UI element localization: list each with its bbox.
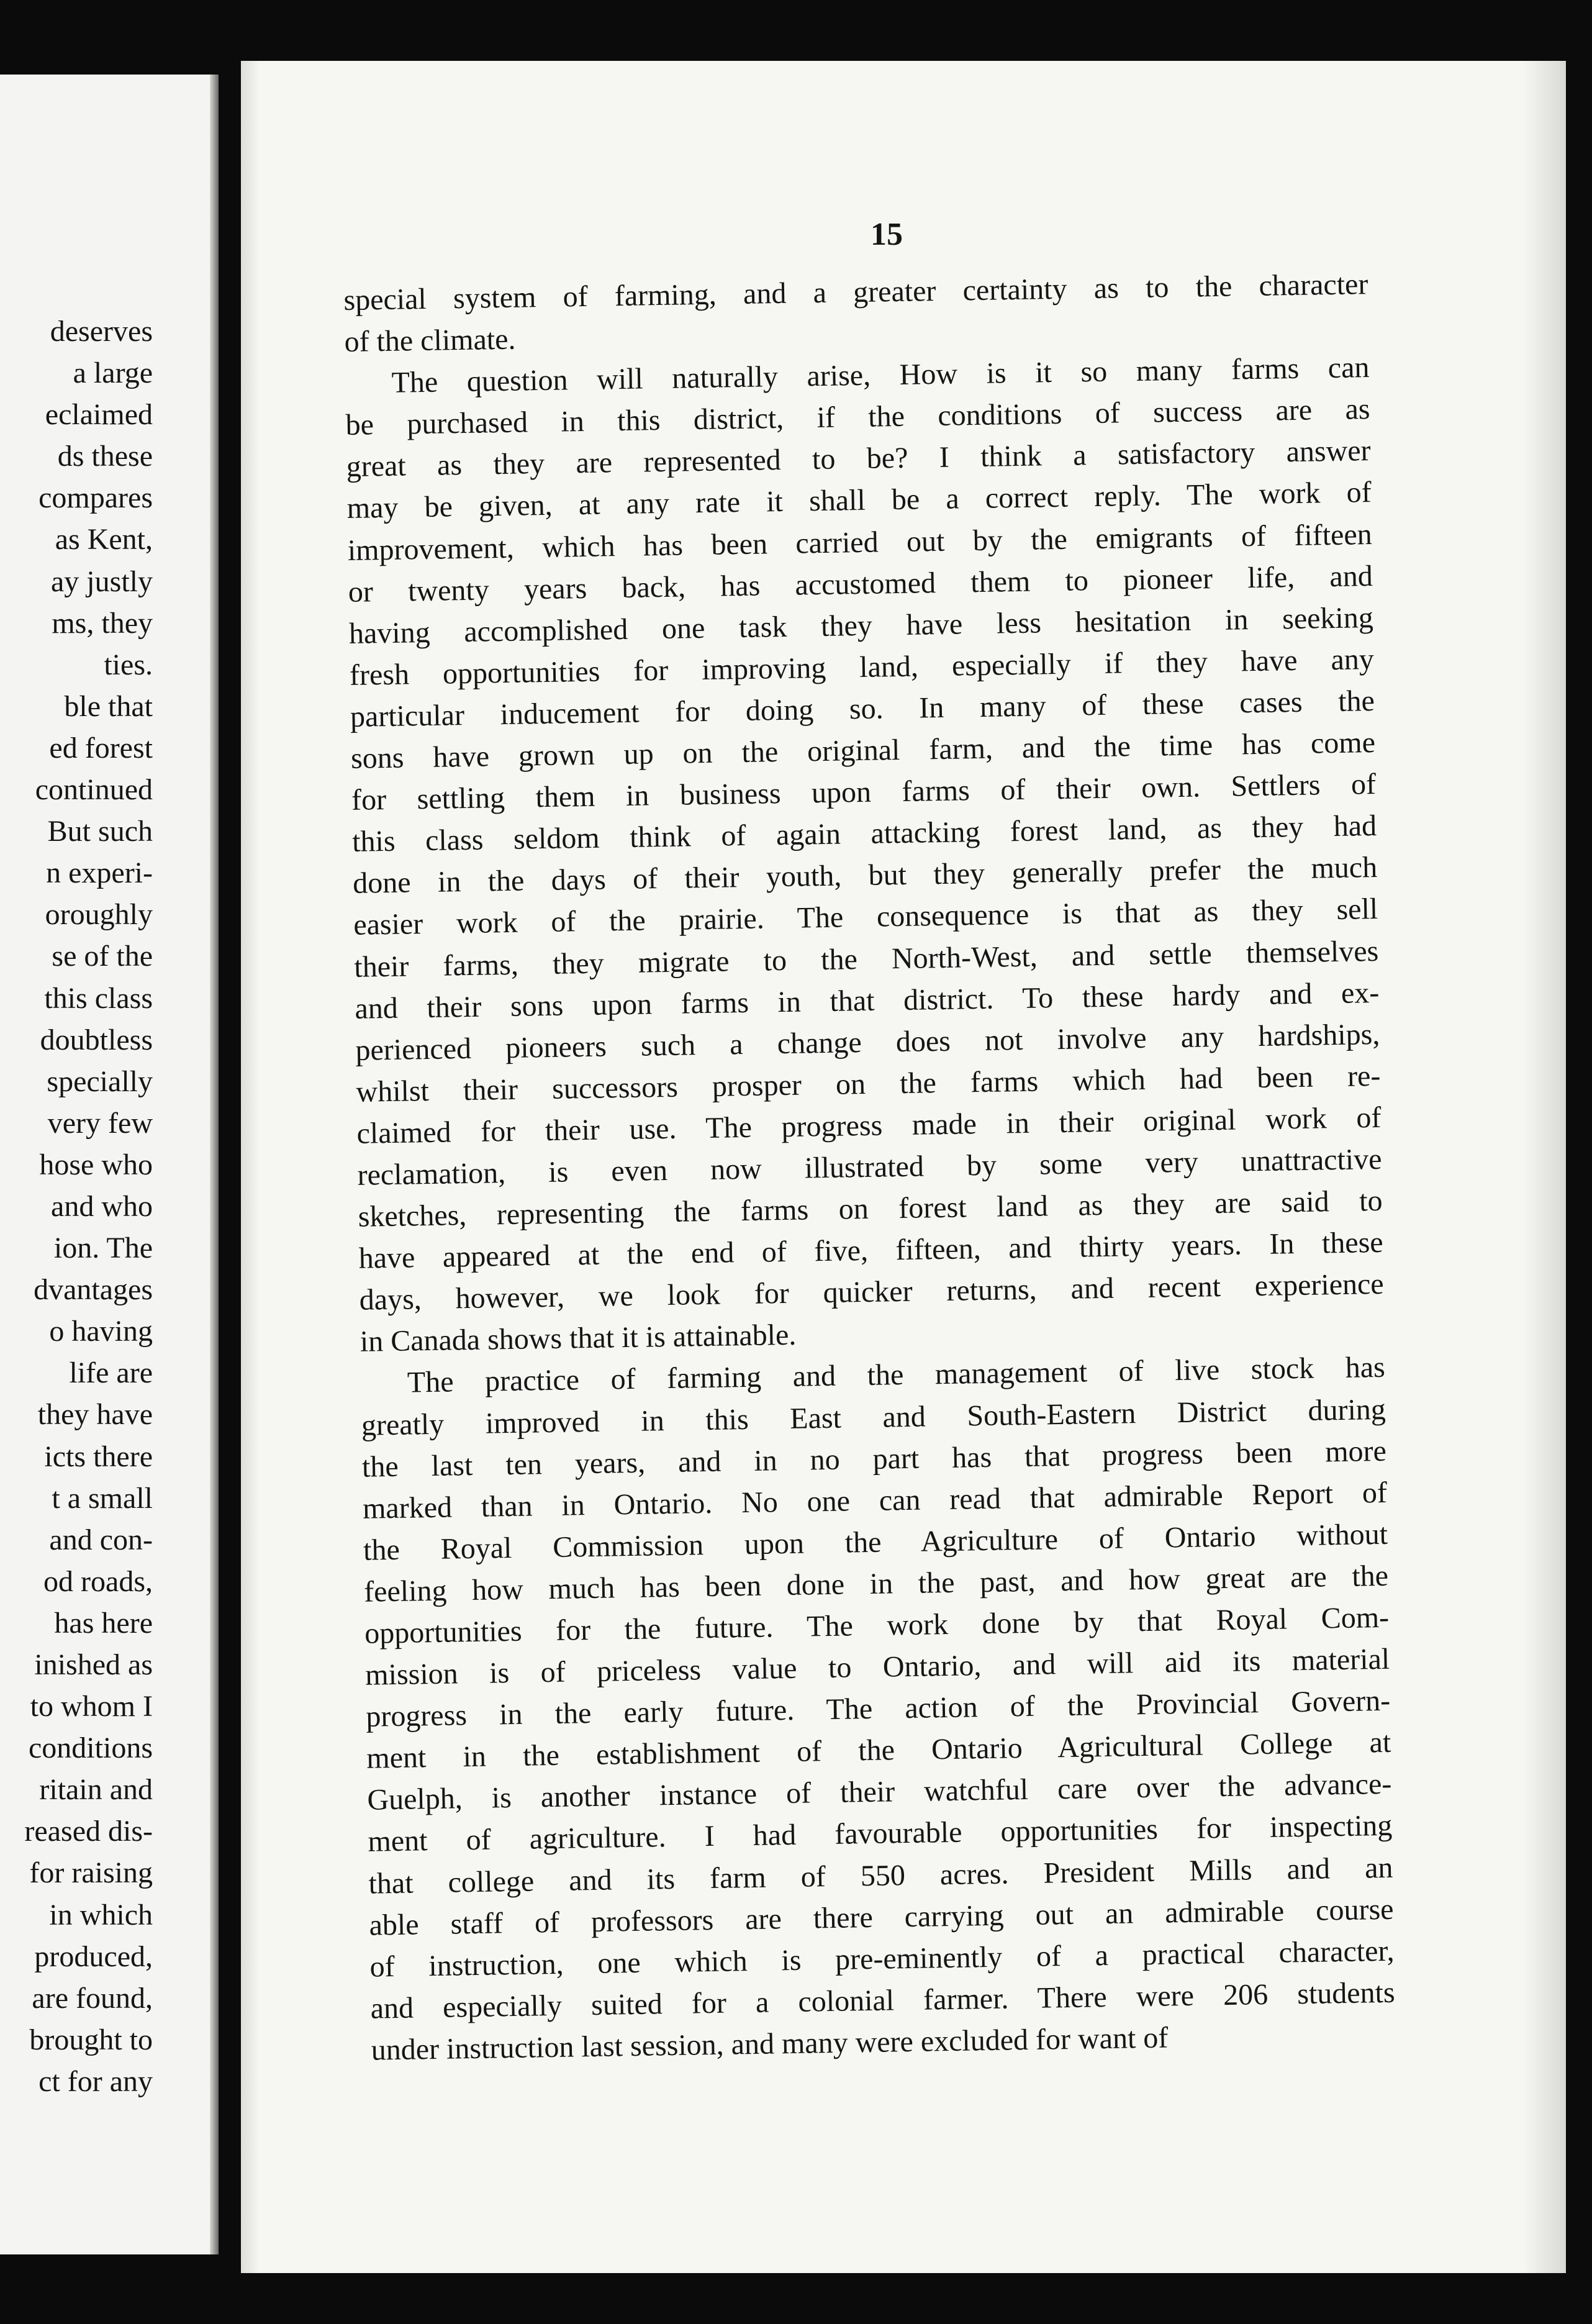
text-line: of instruction, one which is pre-eminently of a practical character, xyxy=(369,1934,1395,1984)
text-line: be purchased in this district, if the conditions of success are as xyxy=(345,393,1370,442)
text-line: feeling how much has been done in the past, and how great are the xyxy=(363,1559,1389,1609)
left-page-line: deserves xyxy=(50,315,153,348)
text-line: of the climate. xyxy=(344,322,516,359)
text-line: their farms, they migrate to the North-West, and settle themselves xyxy=(353,934,1379,984)
text-line: greatly improved in this East and South-Eastern District during xyxy=(361,1392,1386,1442)
page-edge-shadow xyxy=(1522,61,1566,2273)
left-page-line: reased dis- xyxy=(24,1815,153,1848)
text-line: claimed for their use. The progress made in their original work of xyxy=(356,1101,1382,1150)
right-page xyxy=(241,61,1566,2273)
text-line: easier work of the prairie. The consequence is that as they sell xyxy=(353,892,1378,942)
left-page-line: very few xyxy=(47,1106,153,1140)
text-line: or twenty years back, has accustomed them to pioneer life, and xyxy=(348,559,1373,609)
text-line: mission is of priceless value to Ontario, and will aid its material xyxy=(364,1642,1390,1692)
text-line: done in the days of their youth, but they generally prefer the much xyxy=(352,851,1378,901)
left-page-edge xyxy=(210,75,219,2254)
left-page-line: as Kent, xyxy=(55,523,153,556)
text-line: reclamation, is even now illustrated by some very unattractive xyxy=(357,1142,1382,1192)
text-line: the Royal Commission upon the Agriculture of Ontario without xyxy=(363,1517,1388,1567)
left-page-line: to whom I xyxy=(30,1690,153,1723)
text-line: improvement, which has been carried out by the emigrants of fifteen xyxy=(347,517,1373,567)
left-page-line: conditions xyxy=(29,1732,153,1765)
text-line: special system of farming, and a greater certainty as to the character xyxy=(343,268,1368,317)
text-line: whilst their successors prosper on the farms which had been re- xyxy=(356,1059,1381,1109)
left-page-line: specially xyxy=(47,1064,153,1098)
left-page-line: and who xyxy=(51,1189,153,1223)
body-text xyxy=(343,263,1396,2071)
left-page-line: continued xyxy=(35,773,153,807)
left-page-line: has here xyxy=(54,1606,153,1640)
page-number: 15 xyxy=(871,217,903,252)
left-page-line: doubtless xyxy=(40,1023,153,1056)
left-page-line: ds these xyxy=(57,440,153,473)
left-page-line: o having xyxy=(49,1315,153,1348)
text-line: opportunities for the future. The work done by that Royal Com- xyxy=(364,1600,1390,1650)
text-line: in Canada shows that it is attainable. xyxy=(360,1319,797,1359)
text-line: ment in the establishment of the Ontario Agricultural College at xyxy=(366,1726,1391,1775)
text-line: may be given, at any rate it shall be a correct reply. The work of xyxy=(346,476,1372,525)
page-gutter-shadow xyxy=(241,61,260,2273)
text-line: marked than in Ontario. No one can read that admirable Report of xyxy=(362,1476,1388,1525)
left-page-line: od roads, xyxy=(43,1564,153,1598)
left-page-line: ms, they xyxy=(52,606,153,640)
text-line: days, however, we look for quicker returns, and recent experience xyxy=(359,1268,1385,1317)
text-line: that college and its farm of 550 acres. President Mills and an xyxy=(368,1851,1393,1900)
left-page-line: ble that xyxy=(64,689,153,723)
left-page-line: and con- xyxy=(49,1523,153,1556)
text-line: this class seldom think of again attacking forest land, as they had xyxy=(351,809,1377,859)
text-line: particular inducement for doing so. In many of these cases the xyxy=(350,684,1375,733)
text-line: the last ten years, and in no part has that progress been more xyxy=(361,1434,1387,1484)
text-line: having accomplished one task they have less hesitation in seeking xyxy=(348,601,1374,650)
left-page-line: life are xyxy=(69,1356,153,1390)
left-page-line: a large xyxy=(73,356,153,390)
text-line: The question will naturally arise, How is it so many farms can xyxy=(391,351,1370,399)
left-page-line: eclaimed xyxy=(45,398,153,432)
text-line: and especially suited for a colonial farmer. There were 206 students xyxy=(370,1976,1395,2025)
text-line: great as they are represented to be? I think a satisfactory answer xyxy=(346,434,1371,484)
left-page-line: ion. The xyxy=(53,1232,153,1265)
text-line: sketches, representing the farms on forest land as they are said to xyxy=(358,1184,1383,1233)
text-line: under instruction last session, and many were excluded for want of xyxy=(371,2021,1169,2067)
left-page-line: they have xyxy=(37,1398,153,1432)
left-page-line: oroughly xyxy=(45,898,153,932)
left-page-line: are found, xyxy=(32,1981,153,2015)
text-line: and their sons upon farms in that district. To these hardy and ex- xyxy=(355,976,1380,1025)
left-page-line: inished as xyxy=(34,1648,153,1681)
text-line: fresh opportunities for improving land, especially if they have any xyxy=(349,642,1375,692)
left-page-line: for raising xyxy=(29,1856,153,1890)
left-page-text xyxy=(24,311,153,2102)
left-page-line: ties. xyxy=(104,648,153,681)
text-line: Guelph, is another instance of their watchful care over the advance- xyxy=(367,1768,1392,1817)
text-line: have appeared at the end of five, fifteen, and thirty years. In these xyxy=(358,1226,1383,1275)
left-page-line: ct for any xyxy=(38,2064,153,2098)
left-page-line: n experi- xyxy=(46,856,153,890)
left-page-line: ed forest xyxy=(49,731,153,765)
left-page-line: dvantages xyxy=(34,1273,153,1307)
left-page-line: t a small xyxy=(52,1481,153,1515)
left-page-line: se of the xyxy=(52,940,153,973)
text-line: ment of agriculture. I had favourable opportunities for inspecting xyxy=(368,1809,1393,1859)
left-page-line: But such xyxy=(47,815,153,848)
text-line: perienced pioneers such a change does not involve any hardships, xyxy=(355,1017,1380,1067)
text-line: for settling them in business upon farms of their own. Settlers of xyxy=(351,768,1377,817)
left-page-line: icts there xyxy=(44,1440,153,1473)
left-page-line: compares xyxy=(38,481,153,515)
left-page-line: in which xyxy=(49,1898,153,1931)
text-line: The practice of farming and the management of live stock has xyxy=(407,1351,1386,1400)
left-page xyxy=(0,75,219,2254)
left-page-line: this class xyxy=(44,981,153,1015)
text-line: able staff of professors are there carrying out an admirable course xyxy=(369,1892,1394,1942)
left-page-line: hose who xyxy=(39,1148,153,1181)
left-page-line: produced, xyxy=(34,1940,153,1973)
left-page-line: ay justly xyxy=(51,565,153,598)
text-line: sons have grown up on the original farm, and the time has come xyxy=(350,726,1376,775)
text-line: progress in the early future. The action of the Provincial Govern- xyxy=(365,1684,1391,1733)
left-page-line: brought to xyxy=(29,2023,153,2056)
left-page-line: ritain and xyxy=(39,1773,153,1807)
